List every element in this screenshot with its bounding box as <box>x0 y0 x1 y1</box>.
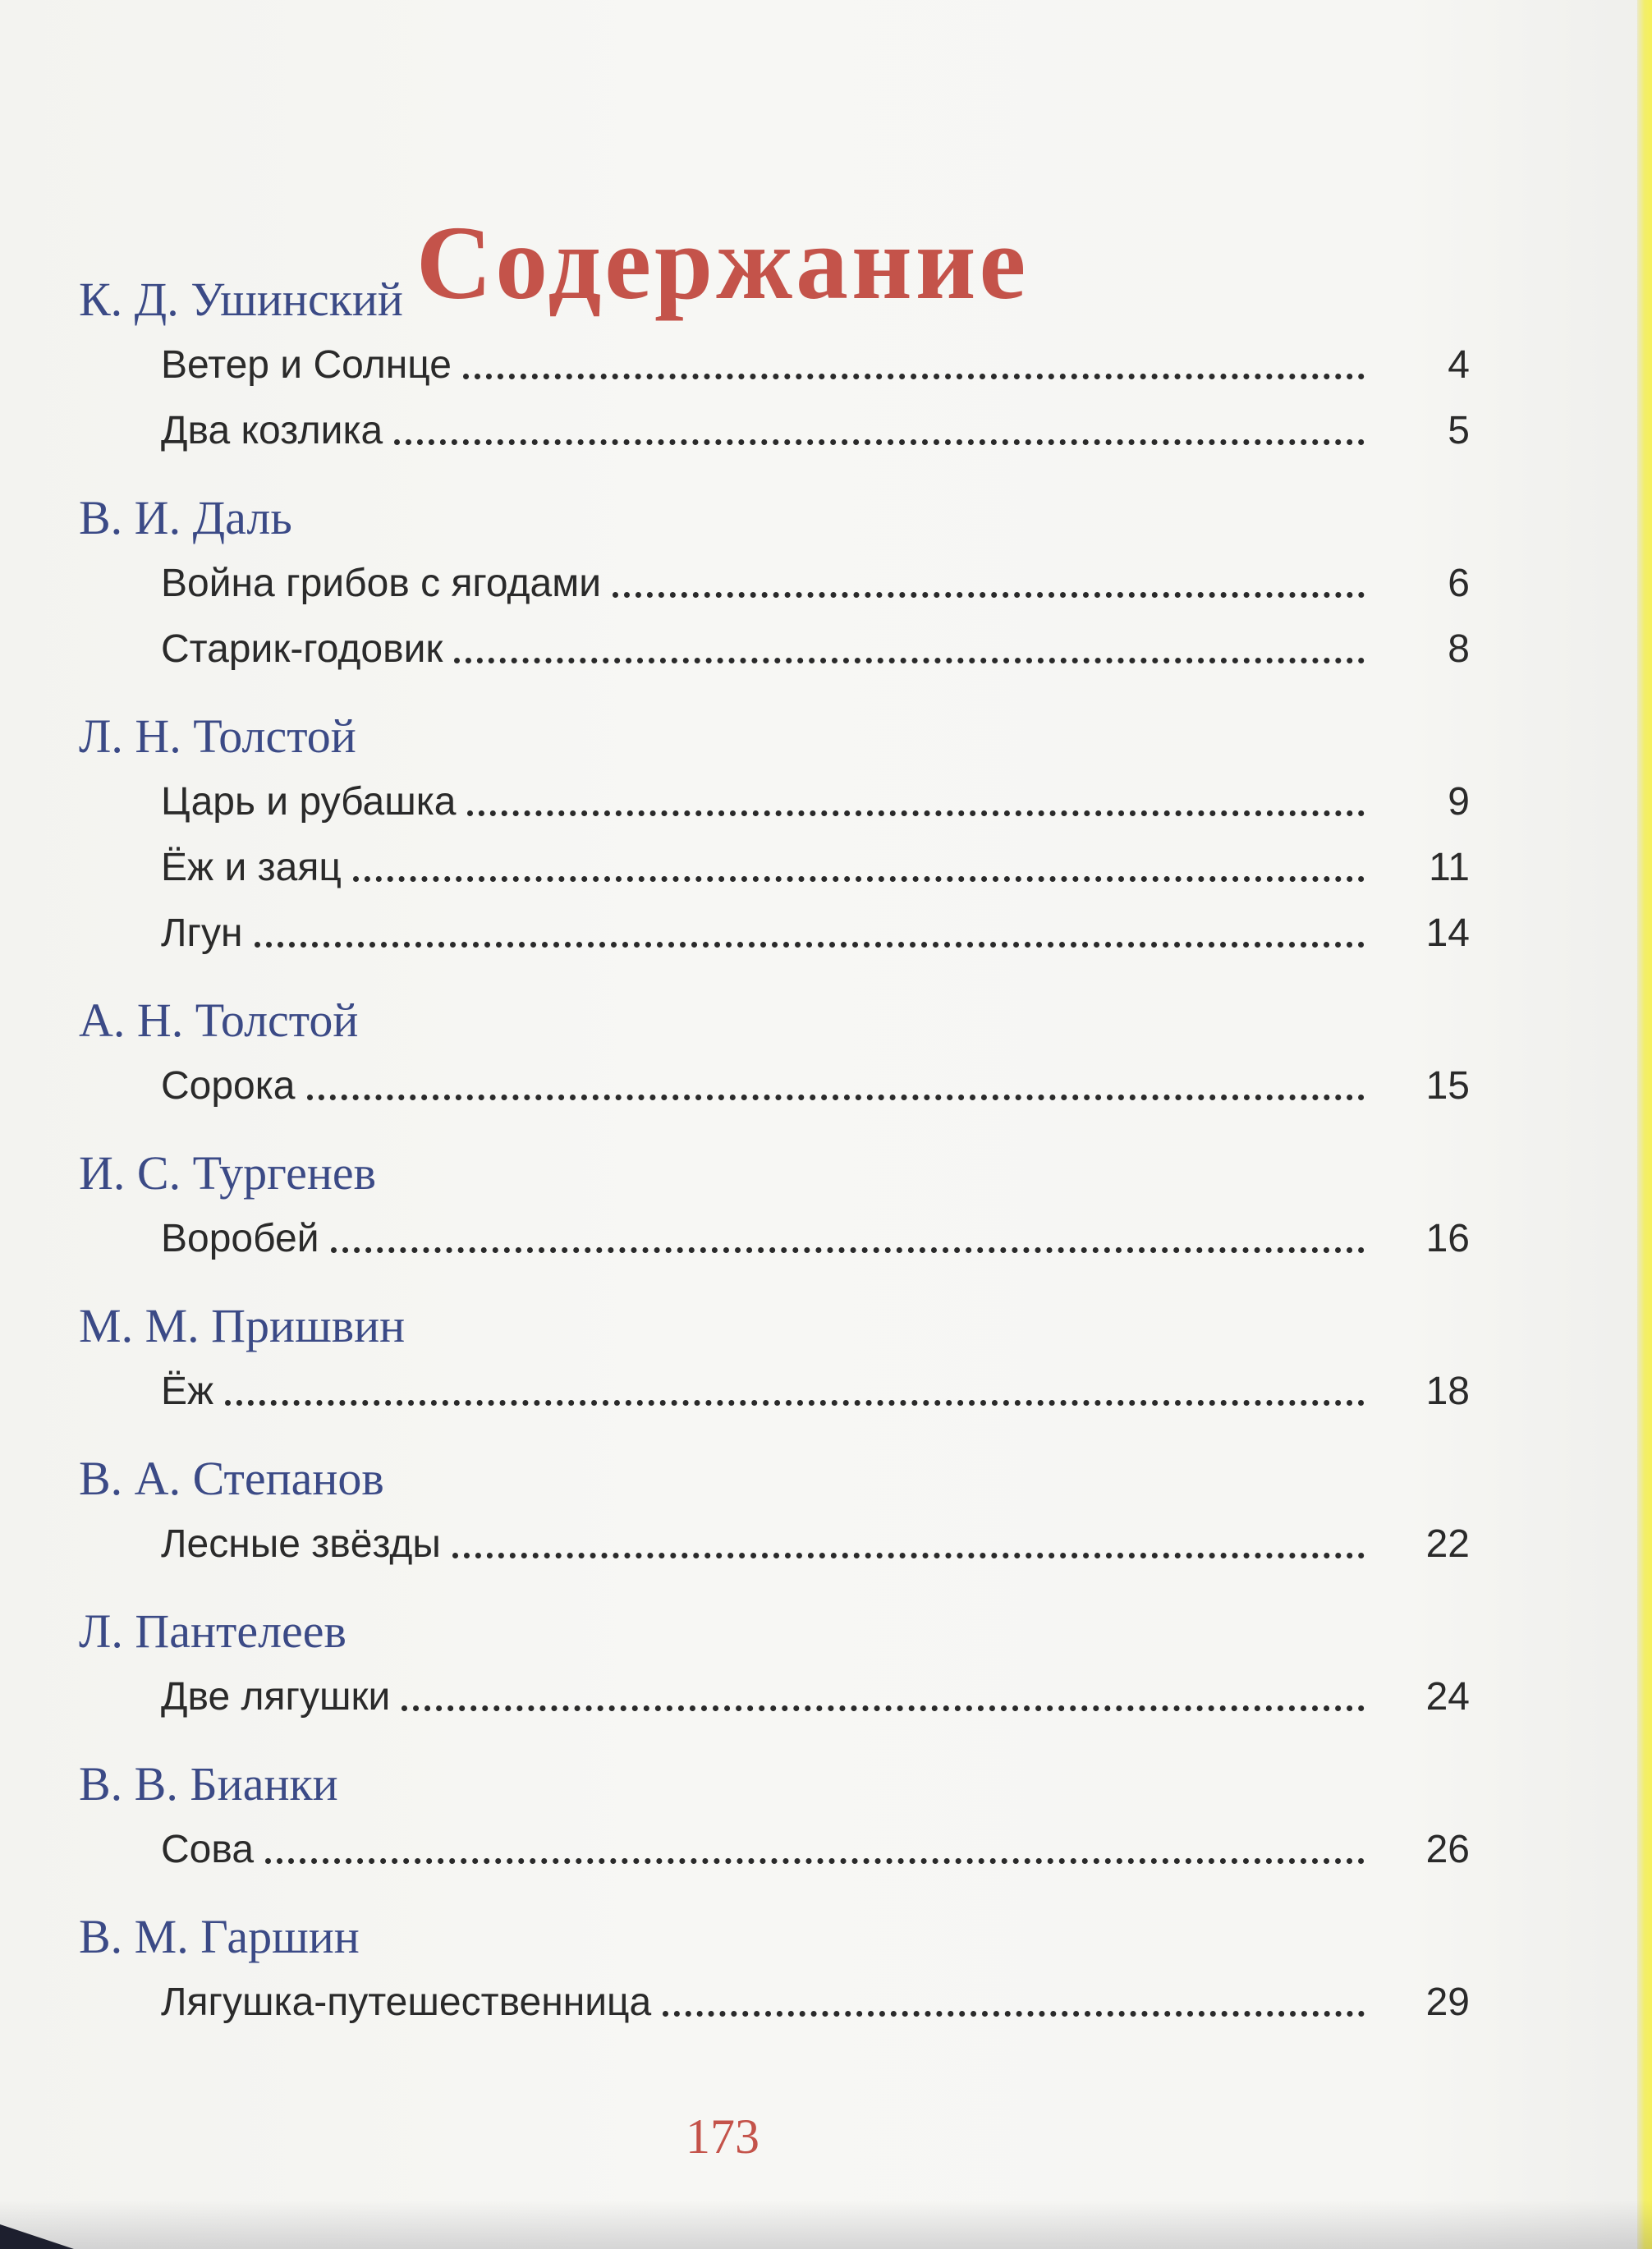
toc-entry[interactable] <box>161 611 1470 677</box>
dot-leader <box>402 1705 1365 1711</box>
dot-leader <box>225 1400 1365 1406</box>
dot-leader <box>463 374 1365 379</box>
dot-leader <box>265 1858 1365 1864</box>
toc-section <box>79 273 1470 458</box>
page-number: 173 <box>686 2109 759 2164</box>
author-name: В. А. Степанов <box>79 1452 384 1505</box>
entry-title: Старик-годовик <box>161 627 443 671</box>
page-title: Содержание <box>415 204 1030 321</box>
toc-section <box>79 1452 1470 1572</box>
dot-leader <box>452 1553 1365 1558</box>
entry-page: 8 <box>1448 627 1470 671</box>
entry-title: Лесные звёзды <box>161 1522 441 1566</box>
toc-entry[interactable] <box>161 1659 1470 1724</box>
entry-title: Сова <box>161 1828 255 1871</box>
entry-page: 15 <box>1425 1064 1470 1108</box>
entry-title: Ёж и заяц <box>161 846 342 889</box>
table-of-contents <box>79 273 1470 2030</box>
toc-section <box>79 1604 1470 1724</box>
entry-title: Две лягушки <box>161 1675 391 1719</box>
page-edge <box>1637 0 1652 2249</box>
entry-title: Война грибов с ягодами <box>161 562 602 605</box>
entry-page: 22 <box>1425 1522 1470 1566</box>
entry-page: 26 <box>1425 1828 1470 1871</box>
toc-entry[interactable] <box>161 829 1470 895</box>
entry-page: 16 <box>1425 1217 1470 1260</box>
entry-title: Ёж <box>161 1370 214 1413</box>
author-name: К. Д. Ушинский <box>79 273 403 326</box>
entry-title: Воробей <box>161 1217 319 1260</box>
toc-entry[interactable] <box>161 764 1470 829</box>
dot-leader <box>663 2011 1365 2017</box>
toc-entry[interactable] <box>161 327 1470 392</box>
toc-section <box>79 1146 1470 1266</box>
dot-leader <box>394 439 1365 445</box>
dot-leader <box>454 658 1365 663</box>
toc-entry[interactable] <box>161 1964 1470 2030</box>
entry-title: Лягушка-путешественница <box>161 1980 652 2024</box>
toc-entry[interactable] <box>161 1811 1470 1877</box>
author-name: В. М. Гаршин <box>79 1910 360 1963</box>
toc-entry[interactable] <box>161 1048 1470 1113</box>
entry-page: 18 <box>1425 1370 1470 1413</box>
toc-entry[interactable] <box>161 1200 1470 1266</box>
entry-page: 14 <box>1425 911 1470 955</box>
entry-title: Царь и рубашка <box>161 780 457 824</box>
entry-page: 4 <box>1448 343 1470 387</box>
entry-page: 11 <box>1429 846 1470 889</box>
dot-leader <box>353 876 1365 882</box>
dot-leader <box>613 592 1365 598</box>
author-name: Л. Н. Толстой <box>79 709 356 763</box>
book-corner <box>0 2224 74 2249</box>
entry-page: 6 <box>1448 562 1470 605</box>
dot-leader <box>467 810 1365 816</box>
toc-section <box>79 1910 1470 2030</box>
entry-title: Лгун <box>161 911 243 955</box>
author-name: А. Н. Толстой <box>79 994 359 1047</box>
toc-section <box>79 709 1470 961</box>
entry-page: 24 <box>1425 1675 1470 1719</box>
entry-page: 5 <box>1448 409 1470 452</box>
dot-leader <box>331 1247 1365 1253</box>
entry-page: 9 <box>1448 780 1470 824</box>
author-name: И. С. Тургенев <box>79 1146 377 1200</box>
toc-section <box>79 994 1470 1113</box>
entry-title: Ветер и Солнце <box>161 343 452 387</box>
toc-entry[interactable] <box>161 1353 1470 1419</box>
entry-title: Два козлика <box>161 409 383 452</box>
toc-entry[interactable] <box>161 895 1470 961</box>
dot-leader <box>307 1095 1365 1100</box>
toc-entry[interactable] <box>161 1506 1470 1572</box>
entry-page: 29 <box>1425 1980 1470 2024</box>
toc-entry[interactable] <box>161 392 1470 458</box>
bottom-shadow <box>0 2200 1652 2249</box>
entry-title: Сорока <box>161 1064 296 1108</box>
dot-leader <box>255 942 1365 948</box>
toc-section <box>79 1757 1470 1877</box>
author-name: В. В. Бианки <box>79 1757 338 1811</box>
toc-entry[interactable] <box>161 545 1470 611</box>
author-name: Л. Пантелеев <box>79 1604 346 1658</box>
author-name: М. М. Пришвин <box>79 1299 406 1352</box>
author-name: В. И. Даль <box>79 491 292 544</box>
toc-section <box>79 491 1470 677</box>
toc-section <box>79 1299 1470 1419</box>
